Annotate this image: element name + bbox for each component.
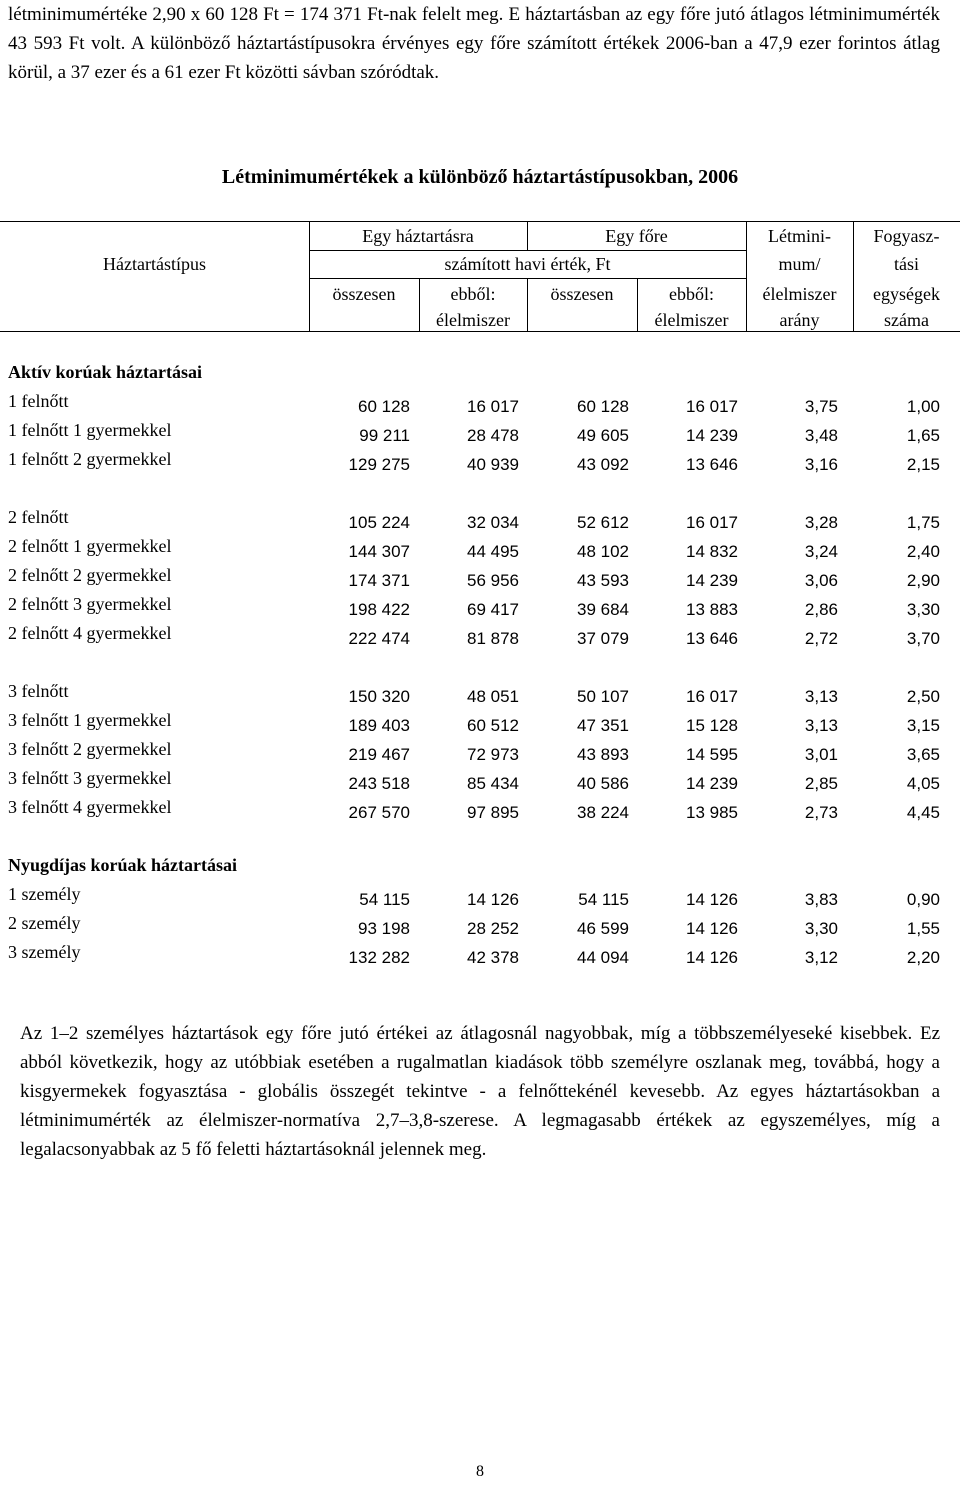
cell-units: 1,00: [906, 397, 940, 416]
section-heading-row: [0, 853, 960, 882]
cell-ratio: 3,24: [804, 542, 838, 561]
cell-food-household: 69 417: [467, 600, 519, 619]
cell-total-household: 174 371: [348, 571, 410, 590]
header-total-household: összesen: [332, 284, 396, 304]
group-gap: [0, 650, 960, 679]
header-food-person-b: élelmiszer: [654, 310, 729, 330]
cell-total-household: 144 307: [348, 542, 410, 561]
row-label: 1 felnőtt: [8, 391, 69, 411]
header-food-household-b: élelmiszer: [436, 310, 510, 330]
cell-food-household: 32 034: [467, 513, 519, 532]
cell-food-household: 16 017: [467, 397, 519, 416]
cell-food-household: 28 252: [467, 919, 519, 938]
cell-total-person: 39 684: [577, 600, 629, 619]
header-units-d: száma: [884, 310, 929, 330]
cell-total-person: 37 079: [577, 629, 629, 648]
row-label: 1 személy: [8, 884, 81, 904]
table-row: [0, 708, 960, 737]
cell-ratio: 3,01: [804, 745, 838, 764]
table-row: [0, 418, 960, 447]
cell-total-person: 50 107: [577, 687, 629, 706]
table-row: [0, 505, 960, 534]
header-ratio-d: arány: [779, 310, 820, 330]
cell-food-household: 60 512: [467, 716, 519, 735]
cell-total-household: 54 115: [359, 890, 410, 909]
cell-total-household: 243 518: [348, 774, 410, 793]
cell-total-person: 44 094: [577, 948, 629, 967]
table-title: Létminimumértékek a különböző háztartástípusokban, 2006: [221, 166, 739, 188]
cell-total-person: 40 586: [577, 774, 629, 793]
cell-units: 3,65: [906, 745, 940, 764]
cell-total-person: 43 893: [577, 745, 629, 764]
cell-ratio: 2,72: [804, 629, 838, 648]
row-label: 2 felnőtt 3 gyermekkel: [8, 594, 172, 614]
cell-food-person: 13 646: [686, 629, 738, 648]
cell-ratio: 2,85: [804, 774, 838, 793]
row-label: 3 felnőtt 3 gyermekkel: [8, 768, 172, 788]
table-row: [0, 447, 960, 476]
cell-units: 0,90: [906, 890, 940, 909]
cell-food-person: 16 017: [686, 687, 738, 706]
header-units-b: tási: [894, 254, 919, 274]
section-heading: Aktív korúak háztartásai: [8, 362, 203, 382]
cell-food-household: 42 378: [467, 948, 519, 967]
table-row: [0, 940, 960, 969]
cell-ratio: 3,30: [804, 919, 838, 938]
cell-total-household: 150 320: [348, 687, 410, 706]
table-row: [0, 592, 960, 621]
cell-total-household: 222 474: [348, 629, 410, 648]
header-row-label: Háztartástípus: [103, 254, 206, 274]
header-ratio-a: Létmini-: [768, 226, 831, 246]
cell-food-person: 13 883: [686, 600, 738, 619]
cell-food-person: 14 126: [686, 948, 738, 967]
cell-food-person: 13 985: [686, 803, 738, 822]
row-label: 3 személy: [8, 942, 81, 962]
cell-food-person: 16 017: [686, 397, 738, 416]
cell-food-person: 14 239: [686, 774, 738, 793]
header-ratio-b: mum/: [778, 254, 821, 274]
cell-total-person: 54 115: [578, 890, 629, 909]
cell-food-household: 85 434: [467, 774, 519, 793]
intro-paragraph: [8, 0, 940, 87]
table-row: [0, 795, 960, 824]
cell-food-household: 48 051: [467, 687, 519, 706]
header-top-rule: [0, 221, 960, 222]
cell-food-person: 13 646: [686, 455, 738, 474]
cell-ratio: 3,06: [804, 571, 838, 590]
cell-food-household: 56 956: [467, 571, 519, 590]
cell-total-person: 43 092: [577, 455, 629, 474]
cell-units: 4,05: [906, 774, 940, 793]
row-label: 3 felnőtt: [8, 681, 69, 701]
cell-total-person: 43 593: [577, 571, 629, 590]
row-label: 2 felnőtt 4 gyermekkel: [8, 623, 172, 643]
row-label: 2 felnőtt 1 gyermekkel: [8, 536, 172, 556]
cell-units: 3,15: [906, 716, 940, 735]
cell-total-person: 47 351: [577, 716, 629, 735]
cell-food-person: 14 239: [686, 571, 738, 590]
header-units-a: Fogyasz-: [873, 226, 940, 246]
row-label: 1 felnőtt 1 gyermekkel: [8, 420, 172, 440]
cell-ratio: 3,13: [804, 716, 838, 735]
row-label: 2 felnőtt 2 gyermekkel: [8, 565, 172, 585]
cell-food-person: 14 595: [686, 745, 738, 764]
table-row: [0, 882, 960, 911]
header-group-rule: [309, 250, 746, 251]
cell-food-person: 15 128: [686, 716, 738, 735]
cell-food-person: 14 126: [686, 890, 738, 909]
cell-units: 3,70: [906, 629, 940, 648]
cell-units: 2,90: [906, 571, 940, 590]
cell-food-person: 14 126: [686, 919, 738, 938]
row-label: 2 felnőtt: [8, 507, 69, 527]
cell-ratio: 3,75: [804, 397, 838, 416]
cell-total-person: 52 612: [577, 513, 629, 532]
cell-units: 2,40: [906, 542, 940, 561]
cell-total-household: 219 467: [348, 745, 410, 764]
header-food-person-a: ebből:: [669, 284, 714, 304]
header-total-person: összesen: [550, 284, 614, 304]
row-label: 2 személy: [8, 913, 81, 933]
table-row: [0, 389, 960, 418]
cell-food-household: 28 478: [467, 426, 519, 445]
row-label: 3 felnőtt 2 gyermekkel: [8, 739, 172, 759]
cell-food-household: 72 973: [467, 745, 519, 764]
row-label: 3 felnőtt 1 gyermekkel: [8, 710, 172, 730]
cell-units: 2,15: [906, 455, 940, 474]
cell-ratio: 3,12: [804, 948, 838, 967]
cell-units: 1,75: [906, 513, 940, 532]
header-food-household-a: ebből:: [450, 284, 496, 304]
section-heading-row: [0, 360, 960, 389]
cell-total-household: 99 211: [359, 426, 410, 445]
header-subgroup: számított havi érték, Ft: [444, 254, 611, 274]
cell-total-household: 60 128: [358, 397, 410, 416]
cell-units: 2,50: [906, 687, 940, 706]
cell-total-person: 48 102: [577, 542, 629, 561]
row-label: 1 felnőtt 2 gyermekkel: [8, 449, 172, 469]
cell-total-household: 105 224: [348, 513, 410, 532]
cell-food-household: 81 878: [467, 629, 519, 648]
cell-total-person: 38 224: [577, 803, 629, 822]
cell-units: 2,20: [906, 948, 940, 967]
cell-total-person: 60 128: [577, 397, 629, 416]
cell-units: 3,30: [906, 600, 940, 619]
cell-total-household: 267 570: [348, 803, 410, 822]
cell-ratio: 3,48: [804, 426, 838, 445]
cell-total-person: 49 605: [577, 426, 629, 445]
table-body: [0, 360, 960, 969]
header-bottom-rule: [0, 331, 960, 332]
intro-text: létminimumértéke 2,90 x 60 128 Ft = 174 371 Ft-nak felelt meg. E háztartásban az egy főre jutó átlagos létminimumérték 43 593 Ft volt. A különböző háztartástípusokra érvényes egy főre számított értékek 2006-ban a 47,9 ezer forintos átlag körül, a 37 ezer és a 61 ezer Ft közötti sávban szóródtak.: [8, 4, 940, 83]
cell-units: 1,55: [906, 919, 940, 938]
cell-units: 1,65: [906, 426, 940, 445]
header-group-household: Egy háztartásra: [362, 226, 474, 246]
row-label: 3 felnőtt 4 gyermekkel: [8, 797, 172, 817]
cell-total-household: 129 275: [348, 455, 410, 474]
cell-ratio: 3,16: [804, 455, 838, 474]
cell-food-person: 16 017: [686, 513, 738, 532]
page-number: 8: [476, 1463, 484, 1480]
outro-text: Az 1–2 személyes háztartások egy főre jutó értékei az átlagosnál nagyobbak, míg a többszemélyeseké kisebbek. Ez abból következik, hogy az utóbbiak esetében a rugalmatlan kiadások több személyre oszlanak meg, továbbá, hogy a kisgyermekek fogyasztása - globális összegét tekintve - a felnőttekénél kevesebb. Az egyes háztartásokban a létminimumérték az élelmiszer-normatíva 2,7–3,8-szerese. A legmagasabb értékek az egyszemélyes, míg a legalacsonyabbak az 5 fő feletti háztartásoknál jelennek meg.: [20, 1023, 940, 1160]
table-row: [0, 563, 960, 592]
cell-food-household: 14 126: [467, 890, 519, 909]
cell-ratio: 3,13: [804, 687, 838, 706]
cell-total-household: 189 403: [348, 716, 410, 735]
cell-food-household: 44 495: [467, 542, 519, 561]
section-heading: Nyugdíjas korúak háztartásai: [8, 855, 238, 875]
header-ratio-c: élelmiszer: [762, 284, 837, 304]
outro-paragraph: [20, 1019, 940, 1164]
table-row: [0, 621, 960, 650]
group-gap: [0, 476, 960, 505]
table-row: [0, 737, 960, 766]
cell-total-household: 132 282: [348, 948, 410, 967]
cell-ratio: 2,73: [804, 803, 838, 822]
cell-total-household: 93 198: [358, 919, 410, 938]
cell-ratio: 3,83: [804, 890, 838, 909]
table-row: [0, 911, 960, 940]
header-group-person: Egy főre: [605, 226, 668, 246]
section-gap: [0, 824, 960, 853]
table-row: [0, 766, 960, 795]
cell-ratio: 2,86: [804, 600, 838, 619]
cell-total-person: 46 599: [577, 919, 629, 938]
cell-food-person: 14 239: [686, 426, 738, 445]
cell-food-person: 14 832: [686, 542, 738, 561]
cell-total-household: 198 422: [348, 600, 410, 619]
cell-units: 4,45: [906, 803, 940, 822]
cell-food-household: 97 895: [467, 803, 519, 822]
cell-ratio: 3,28: [804, 513, 838, 532]
cell-food-household: 40 939: [467, 455, 519, 474]
table-row: [0, 679, 960, 708]
header-units-c: egységek: [873, 284, 940, 304]
table-row: [0, 534, 960, 563]
